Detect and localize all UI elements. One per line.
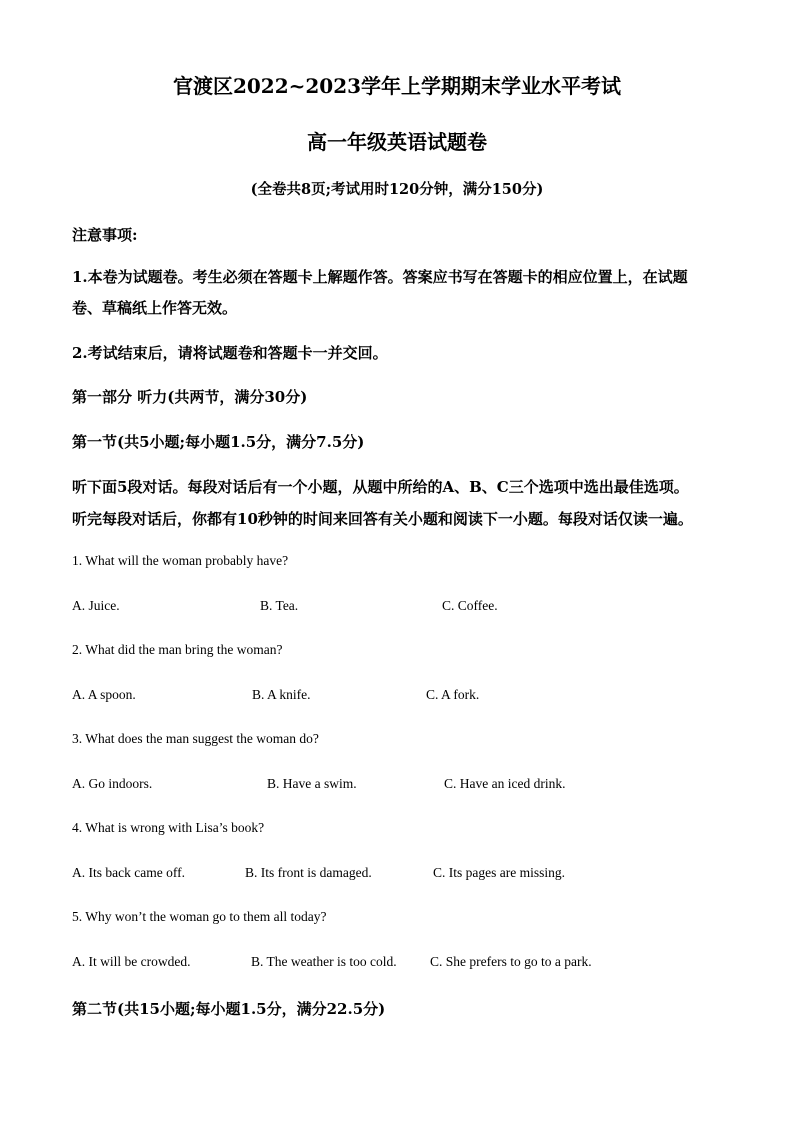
notes-item-1-line-1: 1.本卷为试题卷。考生必须在答题卡上解题作答。答案应书写在答题卡的相应位置上，在试题 — [72, 268, 688, 286]
section2-heading: 第二节(共15小题;每小题1.5分，满分22.5分) — [72, 1000, 386, 1018]
notes-heading: 注意事项: — [72, 226, 138, 244]
q2-option-b: B. A knife. — [252, 687, 311, 702]
q4-option-a: A. Its back came off. — [72, 865, 185, 880]
question-5: 5. Why won’t the woman go to them all today? — [72, 909, 327, 924]
question-2: 2. What did the man bring the woman? — [72, 642, 283, 657]
part1-heading: 第一部分 听力(共两节，满分30分) — [72, 388, 308, 406]
q4-option-c: C. Its pages are missing. — [433, 865, 565, 880]
q4-option-b: B. Its front is damaged. — [245, 865, 372, 880]
question-4: 4. What is wrong with Lisa’s book? — [72, 820, 265, 835]
section1-heading: 第一节(共5小题;每小题1.5分，满分7.5分) — [72, 433, 365, 451]
exam-title: 官渡区2022~2023学年上学期期末学业水平考试 — [172, 74, 622, 98]
q3-option-c: C. Have an iced drink. — [444, 776, 566, 791]
question-3: 3. What does the man suggest the woman do? — [72, 731, 319, 746]
q5-option-c: C. She prefers to go to a park. — [430, 954, 592, 969]
exam-subtitle: 高一年级英语试题卷 — [307, 130, 487, 154]
q2-option-c: C. A fork. — [426, 687, 480, 702]
q3-option-a: A. Go indoors. — [72, 776, 153, 791]
q5-option-a: A. It will be crowded. — [72, 954, 191, 969]
q5-option-b: B. The weather is too cold. — [251, 954, 397, 969]
q2-option-a: A. A spoon. — [72, 687, 136, 702]
instructions-line-1: 听下面5段对话。每段对话后有一个小题，从题中所给的A、B、C三个选项中选出最佳选项。 — [72, 478, 689, 496]
q3-option-b: B. Have a swim. — [267, 776, 357, 791]
question-1: 1. What will the woman probably have? — [72, 553, 289, 568]
notes-item-2: 2.考试结束后，请将试题卷和答题卡一并交回。 — [72, 344, 388, 362]
q1-option-a: A. Juice. — [72, 598, 120, 613]
instructions-line-2: 听完每段对话后，你都有10秒钟的时间来回答有关小题和阅读下一小题。每段对话仅读一遍。 — [72, 510, 693, 528]
q1-option-b: B. Tea. — [260, 598, 299, 613]
exam-info: (全卷共8页;考试用时120分钟，满分150分) — [250, 181, 544, 198]
notes-item-1-line-2: 卷、草稿纸上作答无效。 — [72, 299, 238, 317]
q1-option-c: C. Coffee. — [442, 598, 498, 613]
